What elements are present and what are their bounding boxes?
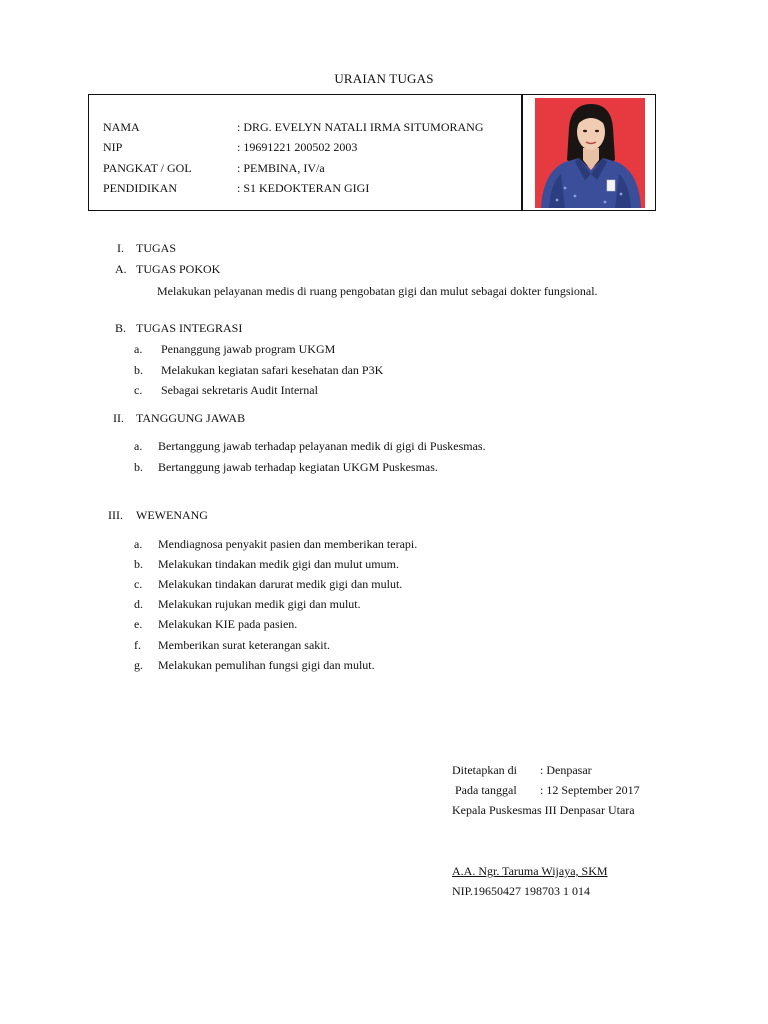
education-value: : S1 KEDOKTERAN GIGI bbox=[237, 181, 370, 195]
list-item: Melakukan KIE pada pasien. bbox=[158, 617, 298, 631]
list-item: Melakukan rujukan medik gigi dan mulut. bbox=[158, 597, 361, 611]
list-item-mark: b. bbox=[134, 363, 143, 377]
section-2-title: TANGGUNG JAWAB bbox=[136, 411, 246, 425]
profile-photo bbox=[535, 98, 645, 208]
sub-a-text: Melakukan pelayanan medis di ruang pengobatan gigi dan mulut sebagai dokter fungsional. bbox=[157, 284, 598, 298]
section-1-title: TUGAS bbox=[136, 241, 177, 255]
section-3-title: WEWENANG bbox=[136, 508, 208, 522]
list-item-mark: a. bbox=[134, 537, 143, 551]
place-label: Ditetapkan di bbox=[452, 763, 517, 777]
sub-b-title: TUGAS INTEGRASI bbox=[136, 321, 243, 335]
list-item: Melakukan kegiatan safari kesehatan dan P3K bbox=[161, 363, 384, 377]
list-item: Melakukan pemulihan fungsi gigi dan mulut. bbox=[158, 658, 375, 672]
list-item: Sebagai sekretaris Audit Internal bbox=[161, 383, 318, 397]
rank-label: PANGKAT / GOL bbox=[103, 161, 192, 175]
list-item: Melakukan tindakan medik gigi dan mulut umum. bbox=[158, 557, 399, 571]
list-item: Mendiagnosa penyakit pasien dan memberikan terapi. bbox=[158, 537, 418, 551]
box-divider bbox=[521, 94, 523, 211]
date-value: : 12 September 2017 bbox=[540, 783, 640, 797]
list-item: Melakukan tindakan darurat medik gigi dan mulut. bbox=[158, 577, 403, 591]
name-value: : DRG. EVELYN NATALI IRMA SITUMORANG bbox=[237, 120, 484, 134]
list-item-mark: c. bbox=[134, 577, 143, 591]
date-label: Pada tanggal bbox=[455, 783, 517, 797]
list-item-mark: b. bbox=[134, 557, 143, 571]
list-item-mark: c. bbox=[134, 383, 143, 397]
rank-value: : PEMBINA, IV/a bbox=[237, 161, 325, 175]
document-title: URAIAN TUGAS bbox=[334, 71, 434, 86]
nip-label: NIP bbox=[103, 140, 123, 154]
section-2-number: II. bbox=[113, 411, 124, 425]
signer-nip: NIP.19650427 198703 1 014 bbox=[452, 884, 591, 898]
sub-a-number: A. bbox=[115, 262, 127, 276]
identity-box bbox=[88, 94, 656, 211]
name-label: NAMA bbox=[103, 120, 140, 134]
sub-a-title: TUGAS POKOK bbox=[136, 262, 221, 276]
list-item: Bertanggung jawab terhadap kegiatan UKGM Puskesmas. bbox=[158, 460, 438, 474]
list-item-mark: g. bbox=[134, 658, 143, 672]
education-label: PENDIDIKAN bbox=[103, 181, 177, 195]
signer-position: Kepala Puskesmas III Denpasar Utara bbox=[452, 803, 635, 817]
nip-value: : 19691221 200502 2003 bbox=[237, 140, 358, 154]
list-item: Memberikan surat keterangan sakit. bbox=[158, 638, 330, 652]
list-item-mark: e. bbox=[134, 617, 143, 631]
section-1-number: I. bbox=[117, 241, 124, 255]
section-3-number: III. bbox=[108, 508, 123, 522]
signer-name: A.A. Ngr. Taruma Wijaya, SKM bbox=[452, 864, 608, 878]
list-item: Bertanggung jawab terhadap pelayanan medik di gigi di Puskesmas. bbox=[158, 439, 486, 453]
list-item: Penanggung jawab program UKGM bbox=[161, 342, 336, 356]
place-value: : Denpasar bbox=[540, 763, 592, 777]
list-item-mark: d. bbox=[134, 597, 143, 611]
list-item-mark: b. bbox=[134, 460, 143, 474]
list-item-mark: a. bbox=[134, 342, 143, 356]
sub-b-number: B. bbox=[115, 321, 127, 335]
list-item-mark: f. bbox=[134, 638, 141, 652]
list-item-mark: a. bbox=[134, 439, 143, 453]
